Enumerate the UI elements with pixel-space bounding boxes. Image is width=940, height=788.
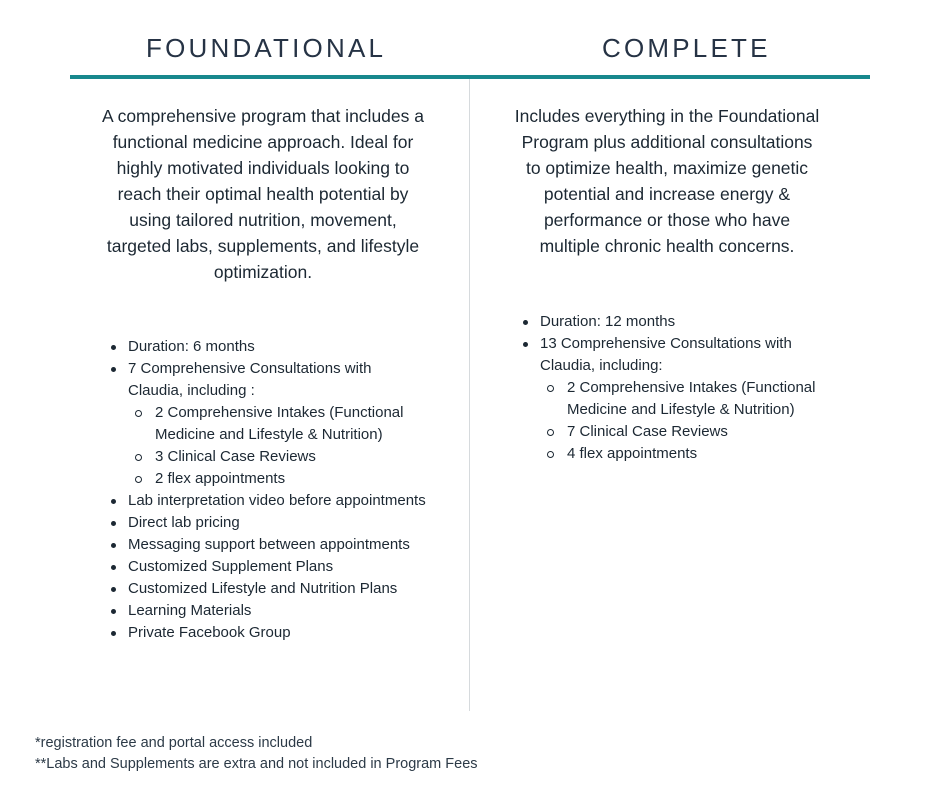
column-divider: [469, 79, 470, 711]
sub-list-item: 2 Comprehensive Intakes (Functional Medicine and Lifestyle & Nutrition): [128, 402, 428, 446]
foundational-description: A comprehensive program that includes a functional medicine approach. Ideal for highly motivated individuals looking to reach their optimal health potential by using tailored nutrition, movement, targeted labs, supplements, and lifestyle optimization.: [102, 106, 424, 282]
list-item: Duration: 6 months: [108, 336, 428, 358]
sub-list-item: 2 flex appointments: [128, 468, 428, 490]
sub-list-item: 3 Clinical Case Reviews: [128, 446, 428, 468]
list-item: Customized Supplement Plans: [108, 556, 428, 578]
list-item: Learning Materials: [108, 600, 428, 622]
list-item: Messaging support between appointments: [108, 534, 428, 556]
list-item: Lab interpretation video before appointments: [108, 490, 428, 512]
list-item: Duration: 12 months: [520, 311, 820, 333]
consultations-label: 13 Comprehensive Consultations with Claudia, including:: [540, 335, 792, 374]
consultations-sublist: [128, 402, 428, 490]
list-item: Private Facebook Group: [108, 622, 428, 644]
labs-footnote: **Labs and Supplements are extra and not included in Program Fees: [35, 756, 478, 772]
complete-description: Includes everything in the Foundational Program plus additional consultations to optimize health, maximize genetic potential and increase energy & performance or those who have multiple chronic health concerns.: [514, 106, 820, 256]
foundational-title: FOUNDATIONAL: [146, 33, 387, 63]
list-item: Direct lab pricing: [108, 512, 428, 534]
registration-footnote: *registration fee and portal access included: [35, 735, 313, 751]
foundational-feature-list: [108, 336, 428, 644]
sub-list-item: 7 Clinical Case Reviews: [540, 421, 820, 443]
complete-feature-list: [520, 311, 820, 465]
header-rule: [70, 75, 870, 79]
complete-title: COMPLETE: [602, 33, 771, 63]
list-item: [520, 333, 820, 465]
list-item: [108, 358, 428, 490]
list-item: Customized Lifestyle and Nutrition Plans: [108, 578, 428, 600]
sub-list-item: 4 flex appointments: [540, 443, 820, 465]
consultations-sublist: [540, 377, 820, 465]
sub-list-item: 2 Comprehensive Intakes (Functional Medicine and Lifestyle & Nutrition): [540, 377, 820, 421]
consultations-label: 7 Comprehensive Consultations with Claudia, including :: [128, 360, 372, 399]
